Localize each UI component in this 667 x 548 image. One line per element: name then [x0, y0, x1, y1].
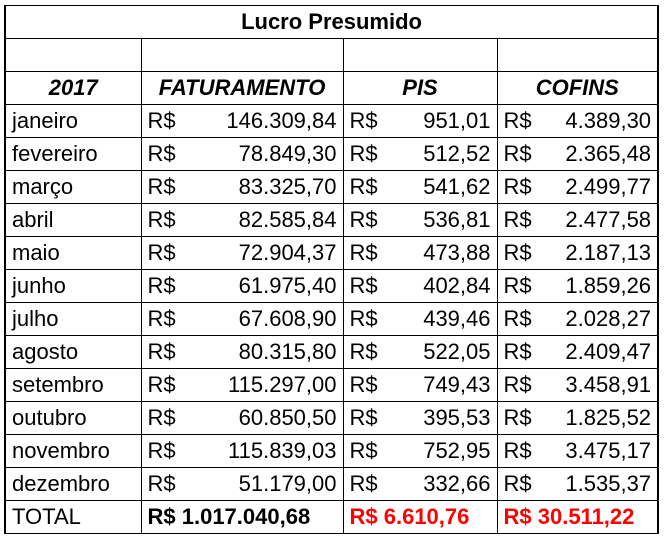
faturamento-cell[interactable] — [141, 105, 343, 138]
pis-cell-value: 752,95 — [423, 438, 491, 463]
faturamento-cell[interactable] — [141, 138, 343, 171]
cofins-cell[interactable] — [497, 336, 658, 369]
pis-cell[interactable] — [343, 138, 497, 171]
table-row — [5, 369, 658, 402]
month-cell[interactable]: maio — [5, 237, 141, 270]
month-cell[interactable]: junho — [5, 270, 141, 303]
cofins-cell[interactable] — [497, 468, 658, 501]
table-row — [5, 402, 658, 435]
currency-symbol: R$ — [349, 174, 378, 199]
pis-cell[interactable] — [343, 237, 497, 270]
cofins-cell-value: 2.409,47 — [565, 339, 652, 364]
empty-cell[interactable] — [497, 39, 658, 72]
title-row — [5, 6, 658, 39]
faturamento-cell[interactable] — [141, 303, 343, 336]
table-row — [5, 105, 658, 138]
pis-cell-value: 522,05 — [423, 339, 491, 364]
pis-cell[interactable] — [343, 468, 497, 501]
total-faturamento[interactable]: R$ 1.017.040,68 — [141, 501, 343, 534]
faturamento-cell-value: 83.325,70 — [238, 174, 337, 199]
cofins-cell[interactable] — [497, 204, 658, 237]
pis-cell-value: 951,01 — [423, 108, 491, 133]
pis-cell[interactable] — [343, 336, 497, 369]
pis-cell-value: 439,46 — [423, 306, 491, 331]
blank-row — [5, 39, 658, 72]
faturamento-cell-value: 115.297,00 — [228, 372, 337, 397]
cofins-cell[interactable] — [497, 369, 658, 402]
month-cell[interactable]: novembro — [5, 435, 141, 468]
currency-symbol: R$ — [503, 438, 532, 463]
table-row — [5, 171, 658, 204]
pis-cell[interactable] — [343, 303, 497, 336]
header-faturamento[interactable]: FATURAMENTO — [141, 72, 343, 105]
cofins-cell[interactable] — [497, 270, 658, 303]
currency-symbol: R$ — [503, 471, 532, 496]
cofins-cell[interactable] — [497, 138, 658, 171]
currency-symbol: R$ — [503, 339, 532, 364]
currency-symbol: R$ — [503, 372, 532, 397]
table-row — [5, 468, 658, 501]
table-row — [5, 435, 658, 468]
currency-symbol: R$ — [503, 108, 532, 133]
pis-cell[interactable] — [343, 402, 497, 435]
faturamento-cell[interactable] — [141, 435, 343, 468]
currency-symbol: R$ — [147, 405, 176, 430]
cofins-cell[interactable] — [497, 435, 658, 468]
cofins-cell-value: 2.187,13 — [565, 240, 652, 265]
pis-cell[interactable] — [343, 204, 497, 237]
tax-table — [4, 5, 659, 534]
currency-symbol: R$ — [349, 240, 378, 265]
month-cell[interactable]: janeiro — [5, 105, 141, 138]
faturamento-cell[interactable] — [141, 468, 343, 501]
faturamento-cell-value: 67.608,90 — [238, 306, 337, 331]
month-cell[interactable]: dezembro — [5, 468, 141, 501]
cofins-cell[interactable] — [497, 171, 658, 204]
total-row — [5, 501, 658, 534]
faturamento-cell-value: 78.849,30 — [238, 141, 337, 166]
cofins-cell-value: 2.477,58 — [565, 207, 652, 232]
faturamento-cell-value: 80.315,80 — [238, 339, 337, 364]
currency-symbol: R$ — [503, 240, 532, 265]
currency-symbol: R$ — [503, 174, 532, 199]
faturamento-cell-value: 60.850,50 — [238, 405, 337, 430]
pis-cell-value: 512,52 — [423, 141, 491, 166]
cofins-cell[interactable] — [497, 303, 658, 336]
currency-symbol: R$ — [147, 273, 176, 298]
currency-symbol: R$ — [147, 207, 176, 232]
total-cofins[interactable]: R$ 30.511,22 — [497, 501, 658, 534]
cofins-cell[interactable] — [497, 237, 658, 270]
cofins-cell[interactable] — [497, 105, 658, 138]
empty-cell[interactable] — [5, 39, 141, 72]
pis-cell[interactable] — [343, 435, 497, 468]
faturamento-cell[interactable] — [141, 171, 343, 204]
cofins-cell-value: 4.389,30 — [565, 108, 652, 133]
pis-cell-value: 332,66 — [423, 471, 491, 496]
cofins-cell-value: 2.028,27 — [565, 306, 652, 331]
table-title[interactable]: Lucro Presumido — [5, 6, 658, 39]
empty-cell[interactable] — [141, 39, 343, 72]
faturamento-cell[interactable] — [141, 270, 343, 303]
currency-symbol: R$ — [349, 108, 378, 133]
pis-cell[interactable] — [343, 105, 497, 138]
month-cell[interactable]: fevereiro — [5, 138, 141, 171]
pis-cell-value: 749,43 — [423, 372, 491, 397]
currency-symbol: R$ — [349, 438, 378, 463]
pis-cell-value: 536,81 — [423, 207, 491, 232]
faturamento-cell-value: 51.179,00 — [238, 471, 337, 496]
pis-cell-value: 541,62 — [423, 174, 491, 199]
faturamento-cell-value: 82.585,84 — [238, 207, 337, 232]
faturamento-cell[interactable] — [141, 402, 343, 435]
pis-cell-value: 402,84 — [423, 273, 491, 298]
currency-symbol: R$ — [349, 207, 378, 232]
cofins-cell-value: 2.499,77 — [565, 174, 652, 199]
header-cofins[interactable]: COFINS — [497, 72, 658, 105]
header-pis[interactable]: PIS — [343, 72, 497, 105]
cofins-cell-value: 3.458,91 — [565, 372, 652, 397]
month-cell[interactable]: abril — [5, 204, 141, 237]
pis-cell[interactable] — [343, 270, 497, 303]
total-pis[interactable]: R$ 6.610,76 — [343, 501, 497, 534]
pis-cell[interactable] — [343, 369, 497, 402]
cofins-cell-value: 1.825,52 — [565, 405, 652, 430]
currency-symbol: R$ — [147, 240, 176, 265]
table-row — [5, 303, 658, 336]
faturamento-cell-value: 146.309,84 — [226, 108, 337, 133]
currency-symbol: R$ — [349, 273, 378, 298]
table-row — [5, 237, 658, 270]
currency-symbol: R$ — [147, 438, 176, 463]
currency-symbol: R$ — [349, 471, 378, 496]
pis-cell[interactable] — [343, 171, 497, 204]
month-cell[interactable]: março — [5, 171, 141, 204]
currency-symbol: R$ — [147, 108, 176, 133]
currency-symbol: R$ — [503, 207, 532, 232]
header-row — [5, 72, 658, 105]
faturamento-cell-value: 72.904,37 — [238, 240, 337, 265]
faturamento-cell-value: 115.839,03 — [228, 438, 337, 463]
cofins-cell[interactable] — [497, 402, 658, 435]
month-cell[interactable]: outubro — [5, 402, 141, 435]
currency-symbol: R$ — [349, 306, 378, 331]
faturamento-cell[interactable] — [141, 336, 343, 369]
total-label[interactable]: TOTAL — [5, 501, 141, 534]
faturamento-cell-value: 61.975,40 — [238, 273, 337, 298]
pis-cell-value: 473,88 — [423, 240, 491, 265]
table-row — [5, 336, 658, 369]
currency-symbol: R$ — [503, 273, 532, 298]
faturamento-cell[interactable] — [141, 204, 343, 237]
cofins-cell-value: 3.475,17 — [565, 438, 652, 463]
currency-symbol: R$ — [147, 471, 176, 496]
currency-symbol: R$ — [349, 339, 378, 364]
cofins-cell-value: 1.859,26 — [565, 273, 652, 298]
currency-symbol: R$ — [147, 306, 176, 331]
currency-symbol: R$ — [147, 372, 176, 397]
empty-cell[interactable] — [343, 39, 497, 72]
currency-symbol: R$ — [147, 339, 176, 364]
currency-symbol: R$ — [349, 405, 378, 430]
cofins-cell-value: 2.365,48 — [565, 141, 652, 166]
currency-symbol: R$ — [503, 405, 532, 430]
cofins-cell-value: 1.535,37 — [565, 471, 652, 496]
month-cell[interactable]: agosto — [5, 336, 141, 369]
month-cell[interactable]: julho — [5, 303, 141, 336]
pis-cell-value: 395,53 — [423, 405, 491, 430]
month-cell[interactable]: setembro — [5, 369, 141, 402]
currency-symbol: R$ — [147, 141, 176, 166]
faturamento-cell[interactable] — [141, 369, 343, 402]
currency-symbol: R$ — [503, 141, 532, 166]
faturamento-cell[interactable] — [141, 237, 343, 270]
table-row — [5, 138, 658, 171]
table-row — [5, 204, 658, 237]
currency-symbol: R$ — [349, 141, 378, 166]
currency-symbol: R$ — [349, 372, 378, 397]
currency-symbol: R$ — [503, 306, 532, 331]
header-year[interactable]: 2017 — [5, 72, 141, 105]
table-row — [5, 270, 658, 303]
currency-symbol: R$ — [147, 174, 176, 199]
